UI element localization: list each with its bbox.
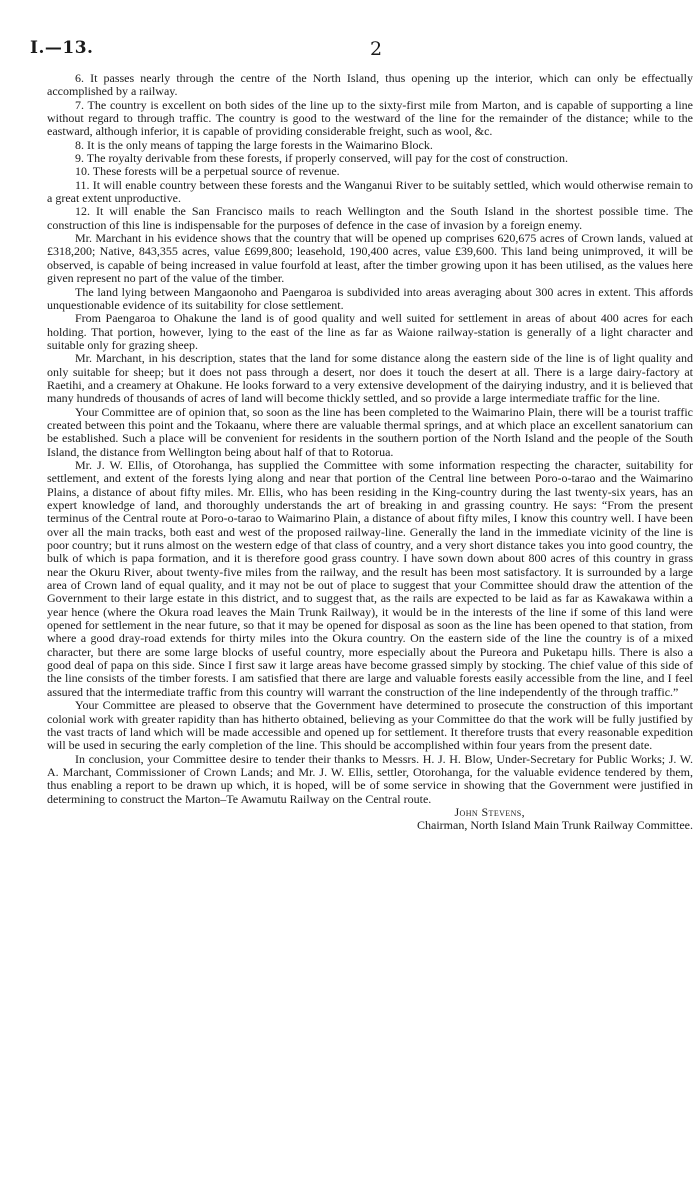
paragraph-marchant-evidence: Mr. Marchant in his evidence shows that the country that will be opened up comprises 620,675 acres of Crown lands, valued at £318,200; Native, 843,355 acres, value £699,800; leasehold, 190,400 acres, value £39,600. This land being unimproved, it will be observed, is capable of being increased in value fourfold at least, after the timber growing upon it has been utilised, as the values here given represent no part of the value of the timber.: [47, 231, 693, 286]
report-body: [47, 72, 693, 833]
paragraph-tourist-traffic: Your Committee are of opinion that, so soon as the line has been completed to the Waimarino Plain, there will be a tourist traffic created between this point and the Tokaanu, where there are valuable thermal springs, and at which place an excellent sanatorium can be established. Such a place will be convenient for residents in the southern portion of the North Island and the people of the South Island, the distance from Wellington being about half of that to Rotorua.: [47, 404, 693, 459]
paragraph-mangaonoho-paengaroa: The land lying between Mangaonoho and Paengaroa is subdivided into areas averaging about 300 acres in extent. This affords unquestionable evidence of its suitability for close settlement.: [47, 284, 693, 312]
document-reference: I.—13.: [30, 38, 94, 58]
paragraph-government-prosecution: Your Committee are pleased to observe that the Government have determined to prosecute the construction of this important colonial work with greater rapidity than has hitherto obtained, believing as your Committee do that the work will be fully justified by the vast tracts of land which will be made accessible and opened up for settlement. It therefore trusts that every reasonable expedition will be used in securing the early completion of the line. This should be accomplished within four years from the present date.: [47, 698, 693, 753]
paragraph-11: 11. It will enable country between these forests and the Wanganui River to be suitably settled, which would otherwise remain to a great extent unproductive.: [47, 177, 693, 206]
paragraph-9: 9. The royalty derivable from these forests, if properly conserved, will pay for the cost of construction.: [75, 151, 568, 166]
paragraph-6: 6. It passes nearly through the centre of the North Island, thus opening up the interior, which can only be effectually accomplished by a railway.: [47, 71, 693, 99]
paragraph-10: 10. These forests will be a perpetual source of revenue.: [75, 164, 340, 179]
paragraph-marchant-description: Mr. Marchant, in his description, states that the land for some distance along the eastern side of the line is of light quality and only suitable for sheep; but it does not pass through a desert, nor does it touch the desert at all. There is a large dairy-factory at Raetihi, and a creamery at Ohakune. He looks forward to a very extensive development of the dairying industry, and it is believed that many hundreds of thousands of acres of land will become thickly settled, and so provide a large intermediate traffic for the line.: [47, 351, 693, 406]
paragraph-12: 12. It will enable the San Francisco mails to reach Wellington and the South Island in the shortest possible time. The construction of this line is indispensable for the purposes of defence in the case of invasion by a foreign enemy.: [47, 204, 693, 232]
page-header: [30, 38, 670, 62]
paragraph-paengaroa-ohakune: From Paengaroa to Ohakune the land is of good quality and well suited for settlement in areas of about 400 acres for each holding. That portion, however, lying to the east of the line as far as Waione railway-station is generally of a light character and suitable only for grazing sheep.: [47, 311, 693, 352]
page-number: 2: [370, 38, 383, 60]
signatory-title: Chairman, North Island Main Trunk Railway Committee.: [417, 818, 693, 833]
paragraph-7: 7. The country is excellent on both sides of the line up to the sixty-first mile from Marton, and is capable of supporting a line without regard to through traffic. The country is good to the westward of the line for the remainder of the distance; while to the eastward, although inferior, it is capable of providing considerable freight, such as wool, &c.: [47, 97, 693, 139]
signatory-name: John Stevens,: [454, 804, 525, 819]
paragraph-ellis-evidence: Mr. J. W. Ellis, of Otorohanga, has supplied the Committee with some information respecting the character, suitability for settlement, and extent of the forests lying along and near that portion of the Central line between Poro-o-tarao and the Waimarino Plains, a distance of about fifty miles. Mr. Ellis, who has been residing in the King-country during the last twenty-six years, has an expert knowledge of land, and thoroughly understands the art of breaking in and grassing country. He says: “From the present terminus of the Central route at Poro-o-tarao to Waimarino Plain, a distance of about fifty miles, I know this country well. I have been over all the main tracks, both east and west of the proposed railway-line. Generally the land in the immediate vicinity of the line is poor country; but it runs almost on the western edge of that class of country, and a very short distance takes you into good country, the bulk of which is papa formation, and it is therefore good grass country. I have sown down about 800 acres of this country in grass near the Okuru River, about twenty-five miles from the railway, and the result has been most satisfactory. It is surrounded by a large area of Crown land of equal quality, and it may not be out of place to suggest that your Committee should draw the attention of the Government to their large estate in this district, and to suggest that, as the rails are expected to be laid as far as Kawakawa within a year hence (where the Okura road leaves the Main Trunk Railway), it would be in the interests of the line if some of this land were opened for settlement in the near future, so that it may be opened for disposal as soon as the line has been opened to that station, from where a good dray-road extends for thirty miles into the Okura country. On the eastern side of the line the country is of a mixed character, but there are some large blocks of useful country, more especially about the Pureora and Puketapu hills. There is also a good deal of papa on this side. Since I first saw it large areas have become grassed simply by stocking. The chief value of this side of the line consists of the timber forests. I am satisfied that there are large and valuable forests easily accessible from the line, and I feel assured that the intermediate traffic from this country will warrant the construction of the line independently of the through traffic.”: [47, 457, 693, 699]
paragraph-conclusion: In conclusion, your Committee desire to tender their thanks to Messrs. H. J. H. Blow, Under-Secretary for Public Works; J. W. A. Marchant, Commissioner of Crown Lands; and Mr. J. W. Ellis, settler, Otorohanga, for the valuable evidence tendered by them, thus enabling a report to be drawn up which, it is hoped, will be of some service in showing that the Government were justified in determining to construct the Marton–Te Awamutu Railway on the Central route.: [47, 751, 693, 806]
paragraph-8: 8. It is the only means of tapping the large forests in the Waimarino Block.: [75, 137, 433, 152]
